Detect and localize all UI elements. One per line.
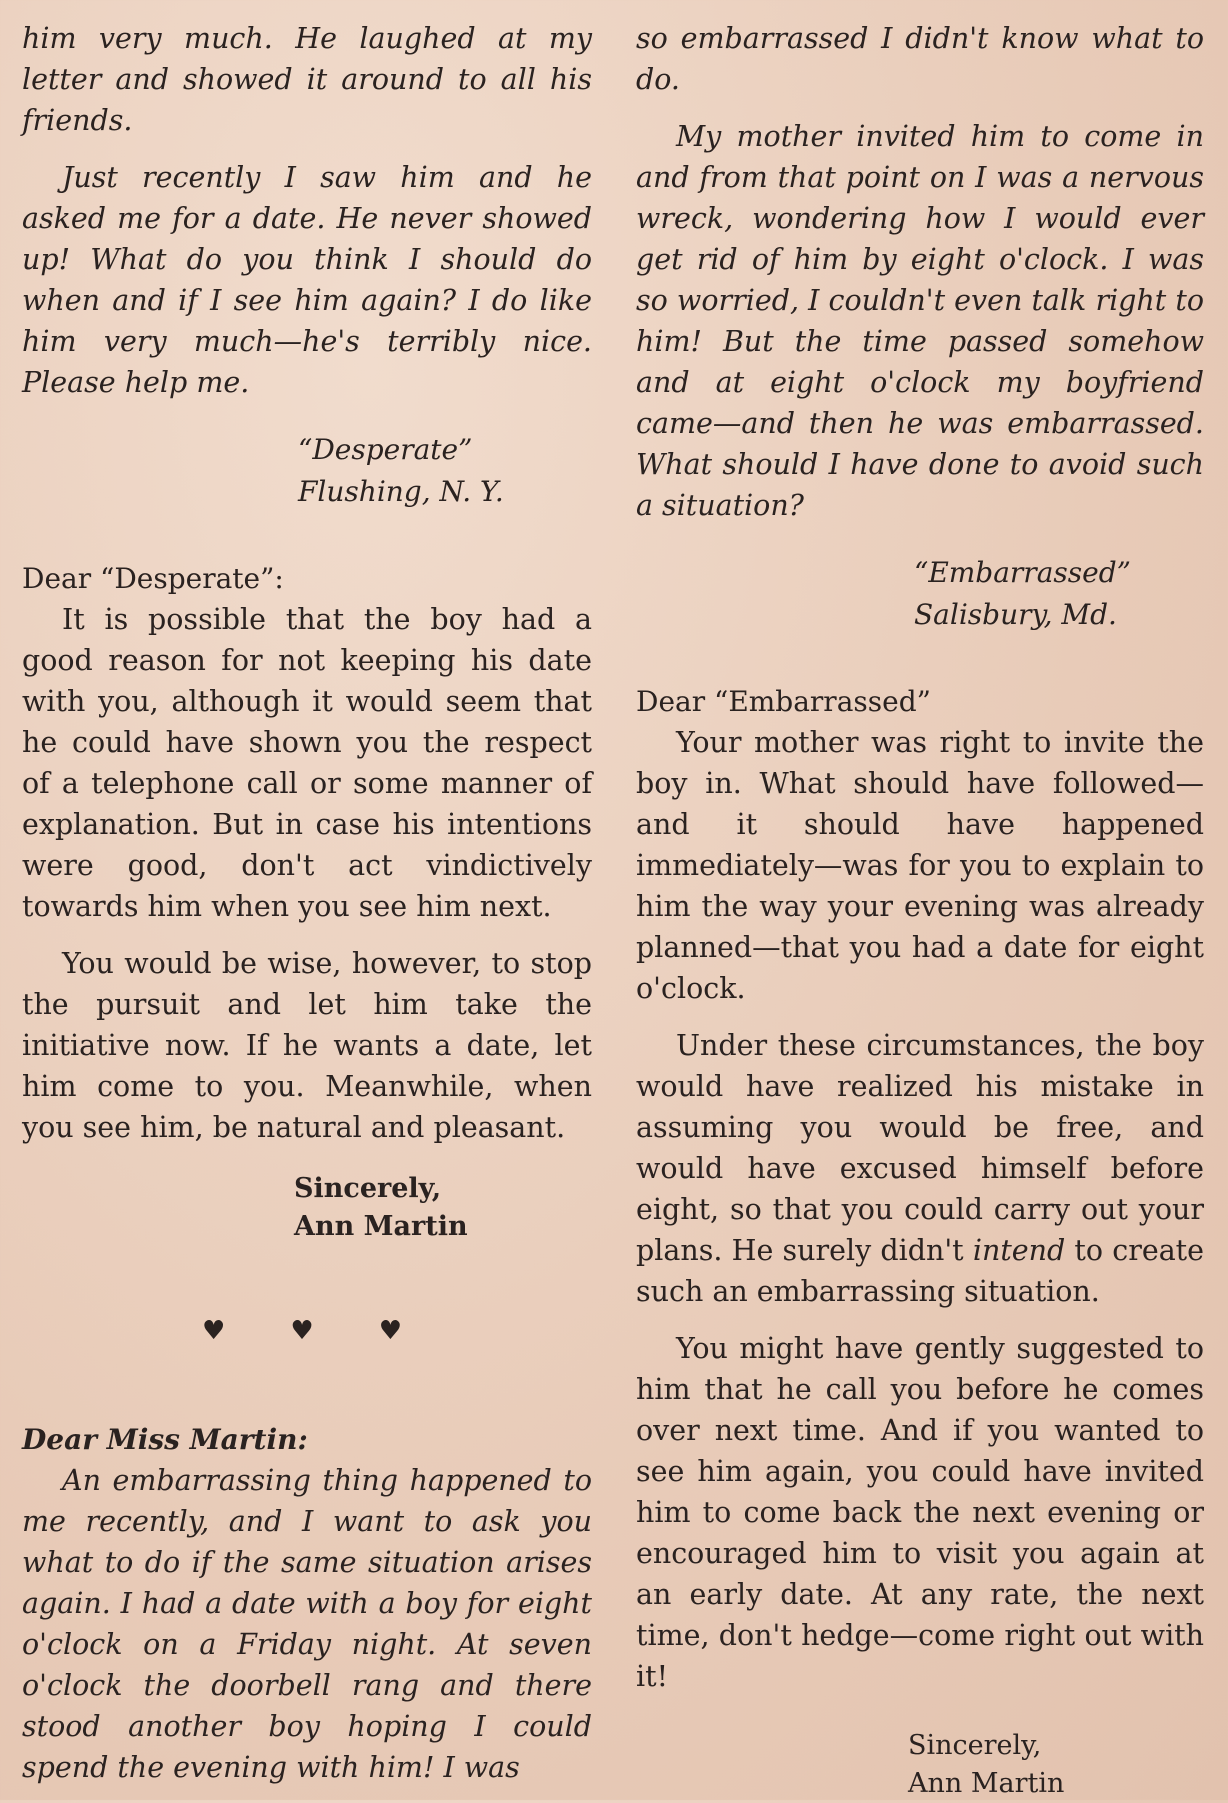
letter2-paragraph-2: My mother invited him to come in and from that point on I was a nervous wreck, wondering how I would ever get rid of him by eight o'clock. I was so worried, I couldn't even talk right to him! But the time passed somehow and at eight o'clock my boyfriend came—and then he was embarrassed. What should I have done to avoid such a situation? <box>636 120 1204 522</box>
heart-icon: ♥ <box>378 1316 402 1346</box>
left-column <box>22 18 592 1788</box>
reply2-salutation: Dear “Embarrassed” <box>636 685 931 718</box>
reply2-paragraph-2-end: to create such an embarrassing situation. <box>636 1234 1205 1308</box>
letter2-paragraph-1: An embarrassing thing happened to me recently, and I want to ask you what to do if the same situation arises again. I had a date with a boy for eight o'clock on a Friday night. At seven o'clock the doorbell rang and there stood another boy hoping I could spend the evening with him! I was <box>22 1464 592 1784</box>
right-column <box>636 18 1204 1803</box>
letter1-signature-name: “Desperate” <box>298 433 473 466</box>
letter1-signature <box>298 429 592 513</box>
reply2-paragraph-3: You might have gently suggested to him that he call you before he comes over next time. And if you wanted to see him again, you could have invited him to come back the next evening or encouraged him to visit you again at an early date. At any rate, the next time, don't hedge—come right out with it! <box>636 1332 1204 1693</box>
reply1-paragraph-1: It is possible that the boy had a good reason for not keeping his date with you, although it would seem that he could have shown you the respect of a telephone call or some manner of explanation. But in case his intentions were good, don't act vindictively towards him when you see him next. <box>22 603 592 923</box>
reply2-paragraph-2-start: Under these circumstances, the boy would have realized his mistake in assuming you would be free, and would have excused himself before eight, so that you could carry out your plans. He surely didn't <box>636 1029 1204 1267</box>
heart-icon: ♥ <box>290 1316 314 1346</box>
letter2-signature-name: “Embarrassed” <box>914 556 1131 589</box>
letter2-continuation: so embarrassed I didn't know what to do. <box>636 22 1204 96</box>
letter2-signature <box>914 552 1204 636</box>
reply1-salutation: Dear “Desperate”: <box>22 562 284 595</box>
heart-icon: ♥ <box>202 1316 226 1346</box>
reply2-author: Ann Martin <box>908 1768 1065 1799</box>
reply1-closing-word: Sincerely, <box>294 1173 442 1204</box>
letter1-ending: him very much. He laughed at my letter and showed it around to all his friends. <box>22 22 592 137</box>
letter2-signature-place: Salisbury, Md. <box>914 598 1117 631</box>
letter2-salutation: Dear Miss Martin: <box>22 1423 308 1456</box>
letter1-signature-place: Flushing, N. Y. <box>298 475 504 508</box>
reply1-closing <box>294 1170 592 1246</box>
reply1-author: Ann Martin <box>294 1211 468 1242</box>
reply2-paragraph-1: Your mother was right to invite the boy in. What should have followed—and it should have happened immediately—was for you to explain to him the way your evening was already planned—that you had a date for eight o'clock. <box>636 726 1204 1005</box>
reply2-closing-word: Sincerely, <box>908 1730 1042 1761</box>
section-divider <box>202 1316 402 1346</box>
reply2-paragraph-2 <box>636 1025 1204 1312</box>
reply2-closing <box>908 1727 1204 1803</box>
letter1-paragraph: Just recently I saw him and he asked me for a date. He never showed up! What do you think I should do when and if I see him again? I do like him very much—he's terribly nice. Please help me. <box>22 161 592 399</box>
reply2-emphasis: intend <box>972 1234 1066 1267</box>
reply1-paragraph-2: You would be wise, however, to stop the pursuit and let him take the initiative now. If he wants a date, let him come to you. Meanwhile, when you see him, be natural and pleasant. <box>22 947 592 1144</box>
